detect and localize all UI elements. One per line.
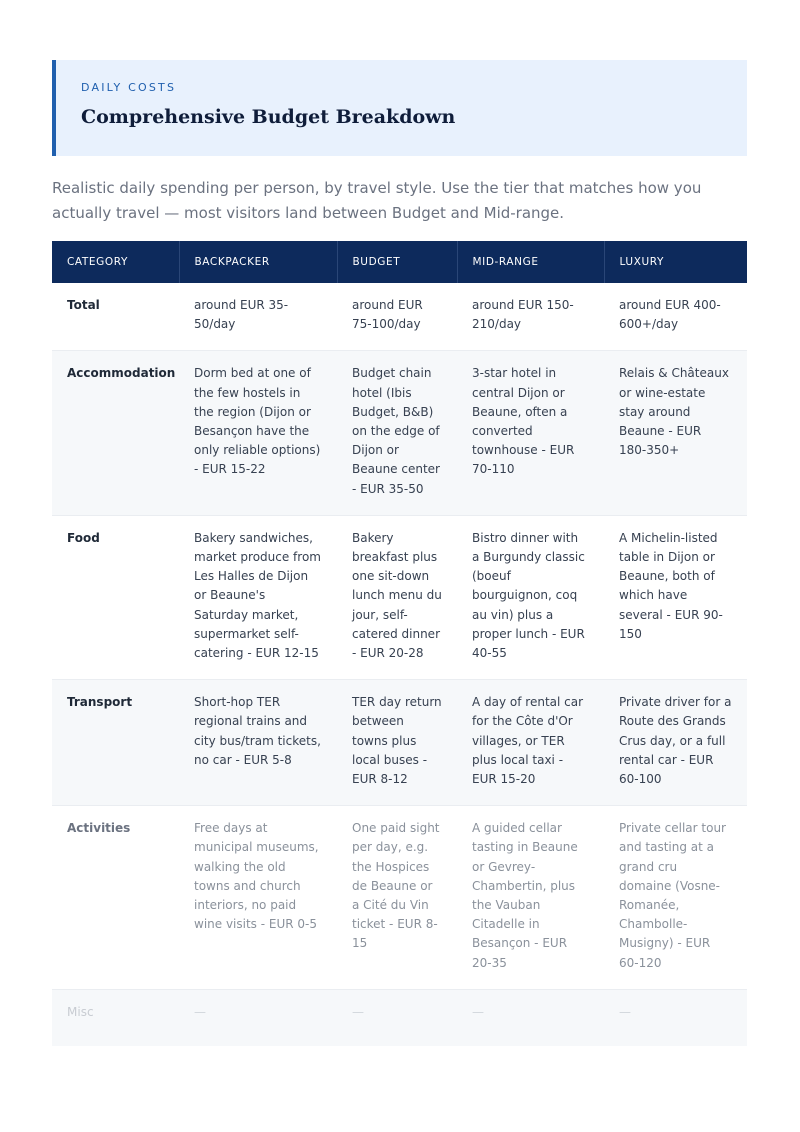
cell-budget: Budget chain hotel (Ibis Budget, B&B) on the edge of Dijon or Beaune center - EUR 35-50: [337, 351, 457, 515]
table-row-misc: [52, 989, 747, 1046]
section-header-callout: [52, 60, 747, 156]
cell-backpacker: —: [179, 989, 337, 1046]
column-header-mid-range: MID-RANGE: [457, 241, 604, 283]
table-row-activities: [52, 806, 747, 990]
cell-luxury: —: [604, 989, 747, 1046]
cell-luxury: Relais & Châteaux or wine-estate stay around Beaune - EUR 180-350+: [604, 351, 747, 515]
cell-budget: —: [337, 989, 457, 1046]
cell-mid-range: —: [457, 989, 604, 1046]
cell-budget: One paid sight per day, e.g. the Hospices de Beaune or a Cité du Vin ticket - EUR 8-15: [337, 806, 457, 990]
cell-mid-range: A day of rental car for the Côte d'Or villages, or TER plus local taxi - EUR 15-20: [457, 680, 604, 806]
row-category: Misc: [52, 989, 179, 1046]
column-header-category: CATEGORY: [52, 241, 179, 283]
row-category: Transport: [52, 680, 179, 806]
cell-luxury: A Michelin-listed table in Dijon or Beaune, both of which have several - EUR 90-150: [604, 515, 747, 679]
cell-luxury: Private cellar tour and tasting at a grand cru domaine (Vosne-Romanée, Chambolle-Musigny) - EUR 60-120: [604, 806, 747, 990]
cell-luxury: around EUR 400-600+/day: [604, 283, 747, 351]
cell-backpacker: Dorm bed at one of the few hostels in the region (Dijon or Besançon have the only reliable options) - EUR 15-22: [179, 351, 337, 515]
row-category: Activities: [52, 806, 179, 990]
column-header-budget: BUDGET: [337, 241, 457, 283]
row-category: Food: [52, 515, 179, 679]
cell-budget: around EUR 75-100/day: [337, 283, 457, 351]
cell-backpacker: around EUR 35-50/day: [179, 283, 337, 351]
table-row-food: [52, 515, 747, 679]
table-row-transport: [52, 680, 747, 806]
row-category: Accommodation: [52, 351, 179, 515]
cell-budget: Bakery breakfast plus one sit-down lunch menu du jour, self-catered dinner - EUR 20-28: [337, 515, 457, 679]
column-header-luxury: LUXURY: [604, 241, 747, 283]
row-category: Total: [52, 283, 179, 351]
cell-backpacker: Bakery sandwiches, market produce from Les Halles de Dijon or Beaune's Saturday market, supermarket self-catering - EUR 12-15: [179, 515, 337, 679]
cell-mid-range: 3-star hotel in central Dijon or Beaune, often a converted townhouse - EUR 70-110: [457, 351, 604, 515]
column-header-backpacker: BACKPACKER: [179, 241, 337, 283]
section-eyebrow: DAILY COSTS: [81, 81, 177, 94]
budget-table: [52, 241, 747, 1046]
section-title: Comprehensive Budget Breakdown: [81, 106, 456, 128]
cell-mid-range: around EUR 150-210/day: [457, 283, 604, 351]
intro-paragraph: Realistic daily spending per person, by travel style. Use the tier that matches how you actually travel — most visitors land between Budget and Mid-range.: [52, 179, 702, 222]
cell-mid-range: Bistro dinner with a Burgundy classic (boeuf bourguignon, coq au vin) plus a proper lunch - EUR 40-55: [457, 515, 604, 679]
cell-luxury: Private driver for a Route des Grands Crus day, or a full rental car - EUR 60-100: [604, 680, 747, 806]
cell-mid-range: A guided cellar tasting in Beaune or Gevrey-Chambertin, plus the Vauban Citadelle in Besançon - EUR 20-35: [457, 806, 604, 990]
cell-budget: TER day return between towns plus local buses - EUR 8-12: [337, 680, 457, 806]
cell-backpacker: Short-hop TER regional trains and city bus/tram tickets, no car - EUR 5-8: [179, 680, 337, 806]
table-row-total: [52, 283, 747, 351]
table-header-row: [52, 241, 747, 283]
cell-backpacker: Free days at municipal museums, walking the old towns and church interiors, no paid wine visits - EUR 0-5: [179, 806, 337, 990]
table-row-accommodation: [52, 351, 747, 515]
